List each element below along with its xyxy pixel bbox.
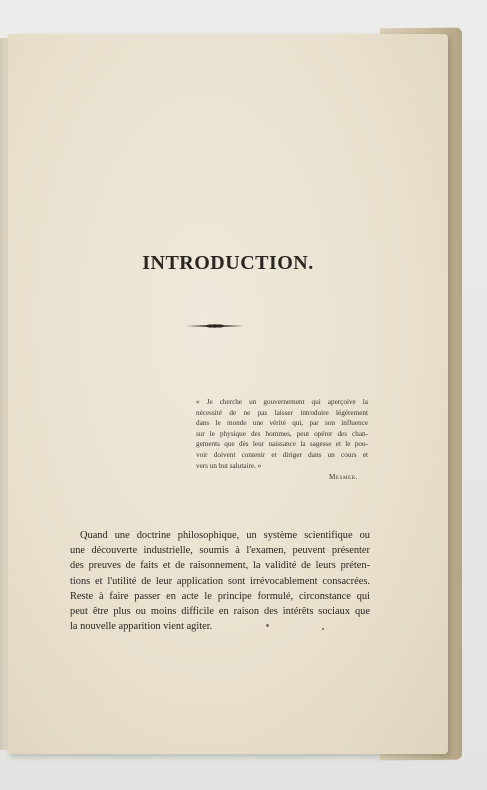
paragraph-line: des preuves de faits et de raisonnement, la validité de leurs préten- bbox=[70, 560, 370, 572]
paragraph-line: Quand une doctrine philosophique, un système scientifique ou bbox=[80, 530, 370, 541]
epigraph-line: vers un but salutaire. » bbox=[196, 461, 262, 470]
paper-speck bbox=[266, 624, 269, 627]
epigraph-line: dans le monde une vérité qui, par son influence bbox=[196, 419, 368, 428]
paper-speck bbox=[322, 628, 324, 630]
epigraph-line: nécessité de ne pas laisser introduire légèrement bbox=[196, 408, 368, 417]
page-title: INTRODUCTION. bbox=[142, 252, 314, 274]
paragraph-line: une découverte industrielle, soumis à l'examen, peuvent présenter bbox=[70, 545, 370, 557]
paragraph-line: la nouvelle apparition vient agiter. bbox=[70, 621, 213, 633]
ornament-divider-icon bbox=[186, 322, 244, 330]
epigraph-line: « Je cherche un gouvernement qui aperçoive la bbox=[196, 398, 368, 406]
paragraph-line: peut être plus ou moins difficile en raison des intérêts sociaux que bbox=[70, 606, 370, 618]
body-paragraph bbox=[70, 528, 370, 634]
book-page bbox=[8, 34, 448, 754]
epigraph-line: gements que dès leur naissance la sagesse et le pou- bbox=[196, 440, 368, 449]
epigraph-attribution: Mesmer. bbox=[328, 473, 358, 482]
paragraph-line: tions et l'utilité de leur application sont irrévocablement consacrées. bbox=[70, 575, 370, 587]
paragraph-line: Reste à faire passer en acte le principe formulé, circonstance qui bbox=[70, 590, 370, 602]
epigraph-line: sur le physique des hommes, peut opérer des chan- bbox=[196, 429, 368, 438]
epigraph bbox=[196, 397, 368, 483]
epigraph-line: voir doivent contenir et diriger dans un cours et bbox=[196, 450, 368, 459]
